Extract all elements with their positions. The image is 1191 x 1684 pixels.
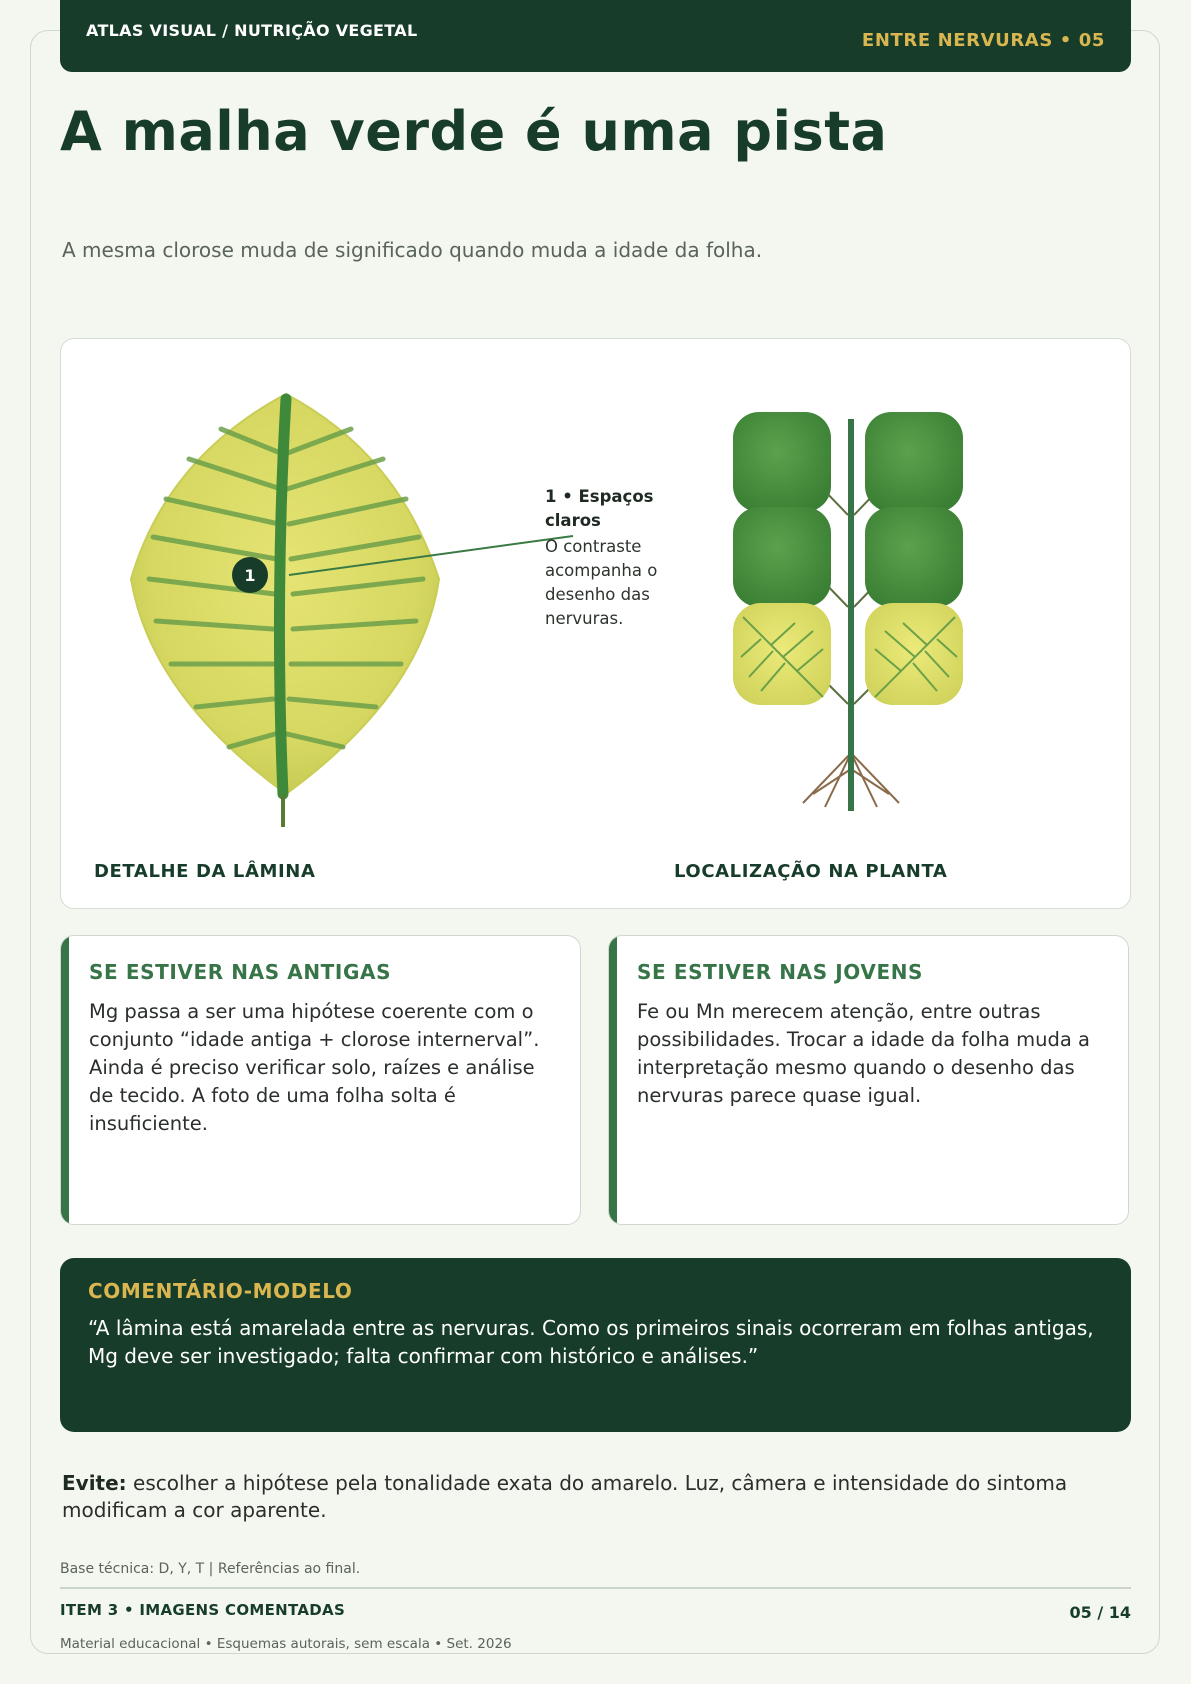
card-young-leaves: [608, 935, 1129, 1225]
marker-1-icon: [232, 557, 268, 593]
label-leaf-detail: DETALHE DA LÂMINA: [94, 861, 316, 882]
leaf-detail-icon: [131, 394, 439, 827]
breadcrumb: ATLAS VISUAL / NUTRIÇÃO VEGETAL: [86, 21, 418, 40]
old-leaf-left-icon: [733, 603, 831, 705]
footer-divider: [60, 1587, 1131, 1589]
card-old-title: SE ESTIVER NAS ANTIGAS: [89, 960, 392, 984]
card-young-title: SE ESTIVER NAS JOVENS: [637, 960, 924, 984]
callout-body: O contraste acompanha o desenho das nervuras.: [545, 537, 658, 628]
figure-card: [60, 338, 1131, 909]
avoid-note: [62, 1470, 1122, 1524]
label-plant-location: LOCALIZAÇÃO NA PLANTA: [674, 861, 948, 882]
technical-base: Base técnica: D, Y, T | Referências ao final.: [60, 1561, 361, 1577]
page-number: 05 / 14: [1069, 1603, 1131, 1622]
footer-item: ITEM 3 • IMAGENS COMENTADAS: [60, 1601, 346, 1619]
callout-title: 1 • Espaços claros: [545, 487, 654, 530]
model-comment-box: [60, 1258, 1131, 1432]
footer-note: Material educacional • Esquemas autorais, sem escala • Set. 2026: [60, 1636, 512, 1652]
card-young-body: Fe ou Mn merecem atenção, entre outras possibilidades. Trocar a idade da folha muda a interpretação mesmo quando o desenho das nervuras parece quase igual.: [637, 1000, 1090, 1107]
card-accent-bar: [61, 936, 69, 1224]
old-leaf-right-icon: [865, 603, 963, 705]
plant-icon: [733, 412, 963, 811]
avoid-text: escolher a hipótese pela tonalidade exata do amarelo. Luz, câmera e intensidade do sintoma modificam a cor aparente.: [62, 1471, 1068, 1522]
avoid-label: Evite:: [62, 1471, 127, 1495]
page-subtitle: A mesma clorose muda de significado quando muda a idade da folha.: [62, 238, 763, 262]
section-label: ENTRE NERVURAS • 05: [861, 30, 1105, 51]
card-old-body: Mg passa a ser uma hipótese coerente com o conjunto “idade antiga + clorose internerval”. Ainda é preciso verificar solo, raízes e análise de tecido. A foto de uma folha solta é insuficiente.: [89, 1000, 540, 1135]
card-old-leaves: [60, 935, 581, 1225]
card-accent-bar: [609, 936, 617, 1224]
page-title: A malha verde é uma pista: [60, 100, 888, 163]
header-bar: [60, 0, 1131, 72]
model-comment-body: “A lâmina está amarelada entre as nervuras. Como os primeiros sinais ocorreram em folhas antigas, Mg deve ser investigado; falta confirmar com histórico e análises.”: [88, 1316, 1094, 1368]
marker-number: 1: [244, 566, 256, 585]
model-comment-title: COMENTÁRIO-MODELO: [88, 1279, 353, 1303]
